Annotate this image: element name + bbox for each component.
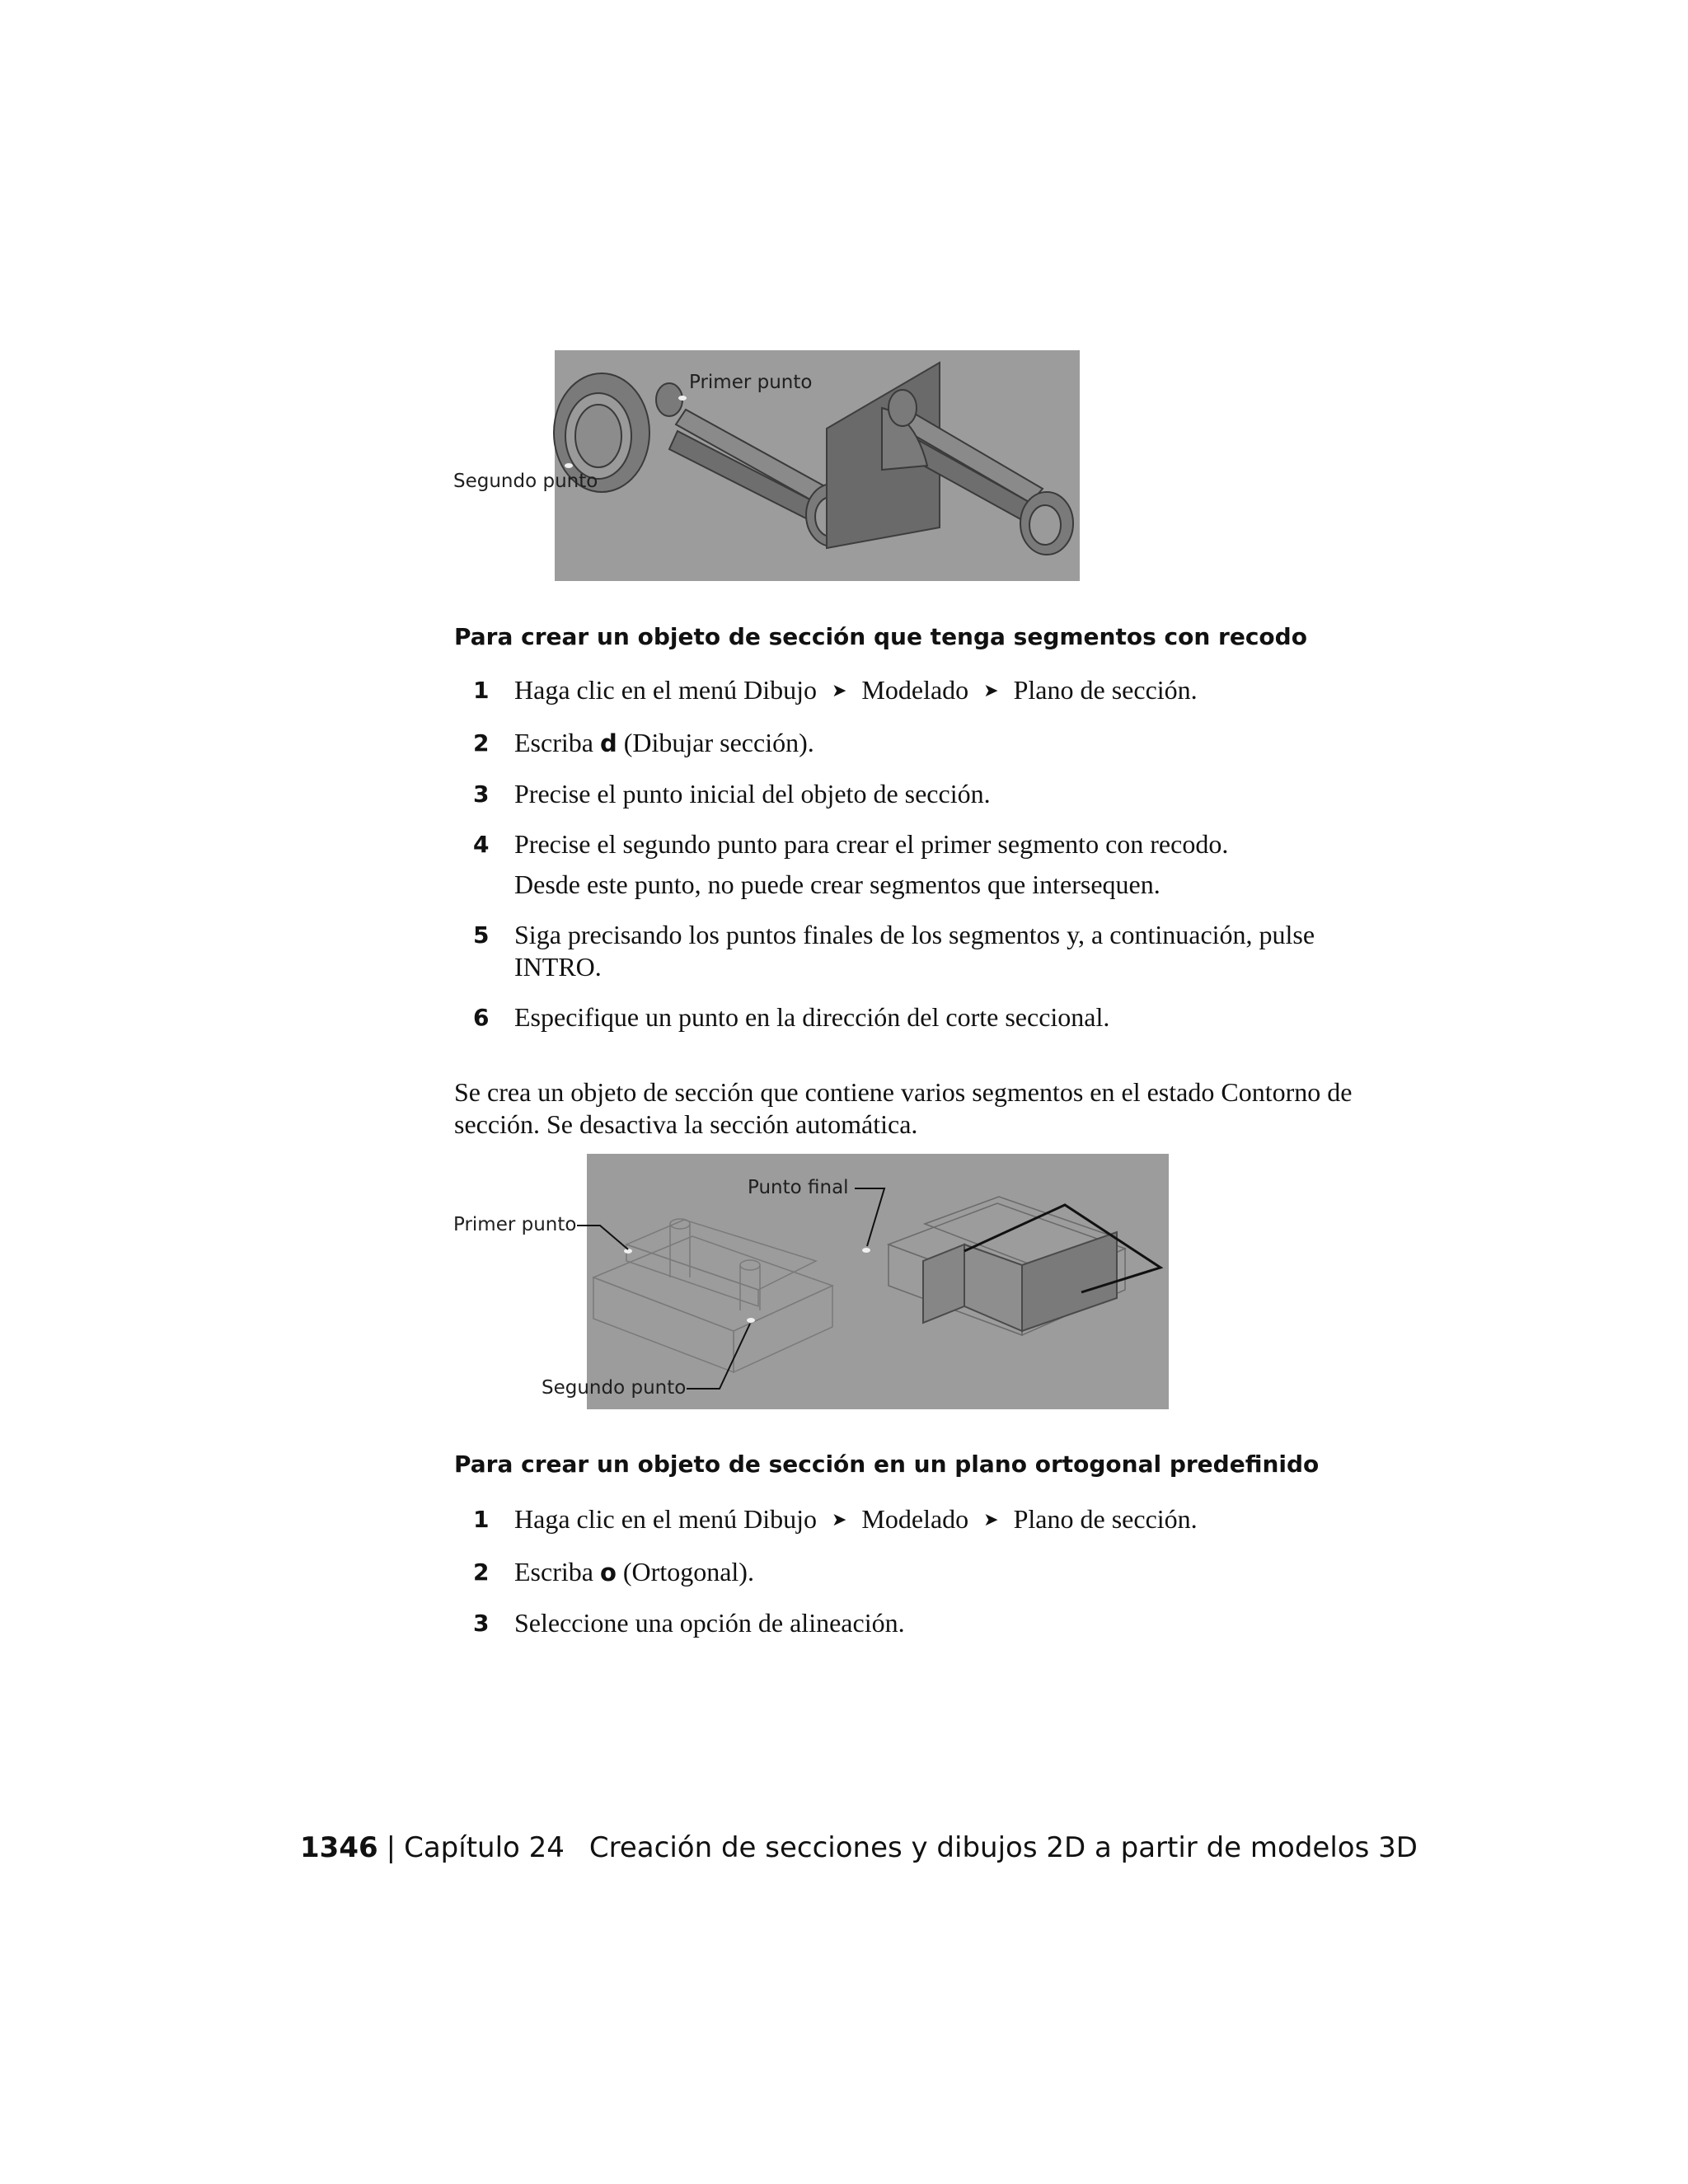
step-number: 3 bbox=[473, 780, 490, 808]
step-text: Siga precisando los puntos finales de los segmentos y, a continuación, pulse INTRO. bbox=[514, 920, 1315, 982]
menu-path-section-plane: Plano de sección. bbox=[1013, 675, 1198, 705]
arrow-right-icon: ➤ bbox=[831, 680, 847, 701]
rod-left bbox=[554, 373, 859, 546]
step-number: 2 bbox=[473, 729, 490, 757]
step-number: 3 bbox=[473, 1610, 490, 1637]
chapter-title: Creación de secciones y dibujos 2D a partir de modelos 3D bbox=[588, 1831, 1418, 1864]
label-end-point: Punto final bbox=[748, 1177, 849, 1198]
box-left bbox=[593, 1219, 832, 1372]
menu-path-draw: Haga clic en el menú Dibujo bbox=[514, 675, 817, 705]
step-text: Especifique un punto en la dirección del corte seccional. bbox=[514, 1002, 1110, 1032]
menu-path-section-plane: Plano de sección. bbox=[1013, 1504, 1198, 1534]
label-second-point: Segundo punto bbox=[542, 1377, 687, 1399]
result-paragraph: Se crea un objeto de sección que contiene varios segmentos en el estado Contorno de sección. Se desactiva la sección automática. bbox=[454, 1077, 1353, 1139]
menu-path-modeling: Modelado bbox=[861, 675, 969, 705]
label-second-point: Segundo punto bbox=[453, 471, 598, 492]
step-number: 1 bbox=[473, 677, 490, 704]
step-item bbox=[473, 1503, 1363, 1538]
step-number: 2 bbox=[473, 1558, 490, 1586]
keyword: d bbox=[599, 729, 617, 757]
step-text bbox=[514, 1503, 1363, 1538]
step-text: Seleccione una opción de alineación. bbox=[514, 1608, 905, 1638]
step-item bbox=[473, 1001, 1363, 1033]
figure-connecting-rod-section bbox=[453, 350, 1080, 589]
step-number: 6 bbox=[473, 1004, 490, 1031]
step-text: Precise el punto inicial del objeto de sección. bbox=[514, 779, 991, 808]
step-text bbox=[514, 674, 1363, 709]
label-first-point: Primer punto bbox=[689, 372, 813, 393]
steps-jogged bbox=[473, 674, 1363, 1033]
arrow-right-icon: ➤ bbox=[983, 1509, 999, 1530]
footer-separator: | bbox=[386, 1831, 396, 1864]
menu-path-draw: Haga clic en el menú Dibujo bbox=[514, 1504, 817, 1534]
step-item bbox=[473, 919, 1363, 983]
step-text: Precise el segundo punto para crear el primer segmento con recodo. Desde este punto, no puede crear segmentos que intersequen. bbox=[514, 828, 1363, 901]
first-point-marker bbox=[678, 396, 687, 401]
steps-orthogonal bbox=[473, 1503, 1363, 1639]
menu-path-modeling: Modelado bbox=[861, 1504, 969, 1534]
step-text: Escriba d (Dibujar sección). bbox=[514, 728, 814, 757]
second-point-marker bbox=[747, 1318, 755, 1323]
section-heading-jogged: Para crear un objeto de sección que tenga segmentos con recodo bbox=[454, 623, 1307, 650]
step-item bbox=[473, 828, 1363, 901]
keyword: o bbox=[599, 1558, 617, 1586]
step-text: Escriba o (Ortogonal). bbox=[514, 1557, 754, 1586]
step-number: 5 bbox=[473, 921, 490, 949]
step-number: 4 bbox=[473, 831, 490, 858]
step-item bbox=[473, 1607, 1363, 1639]
second-point-marker bbox=[565, 463, 573, 468]
page-number: 1346 bbox=[300, 1831, 378, 1864]
section-planes bbox=[923, 1232, 1117, 1331]
step-number: 1 bbox=[473, 1506, 490, 1533]
figure-jogged-section bbox=[453, 1154, 1170, 1411]
chapter-label: Capítulo 24 bbox=[404, 1831, 565, 1864]
arrow-right-icon: ➤ bbox=[983, 680, 999, 701]
arrow-right-icon: ➤ bbox=[831, 1509, 847, 1530]
step-item bbox=[473, 674, 1363, 709]
step-item bbox=[473, 778, 1363, 810]
step-note: Desde este punto, no puede crear segmentos que intersequen. bbox=[514, 869, 1160, 899]
step-item bbox=[473, 1556, 1363, 1589]
label-first-point: Primer punto bbox=[453, 1214, 577, 1235]
section-heading-orthogonal: Para crear un objeto de sección en un plano ortogonal predefinido bbox=[454, 1451, 1320, 1478]
page-footer bbox=[300, 1831, 1418, 1864]
step-item bbox=[473, 727, 1363, 760]
end-point-marker bbox=[862, 1248, 870, 1253]
